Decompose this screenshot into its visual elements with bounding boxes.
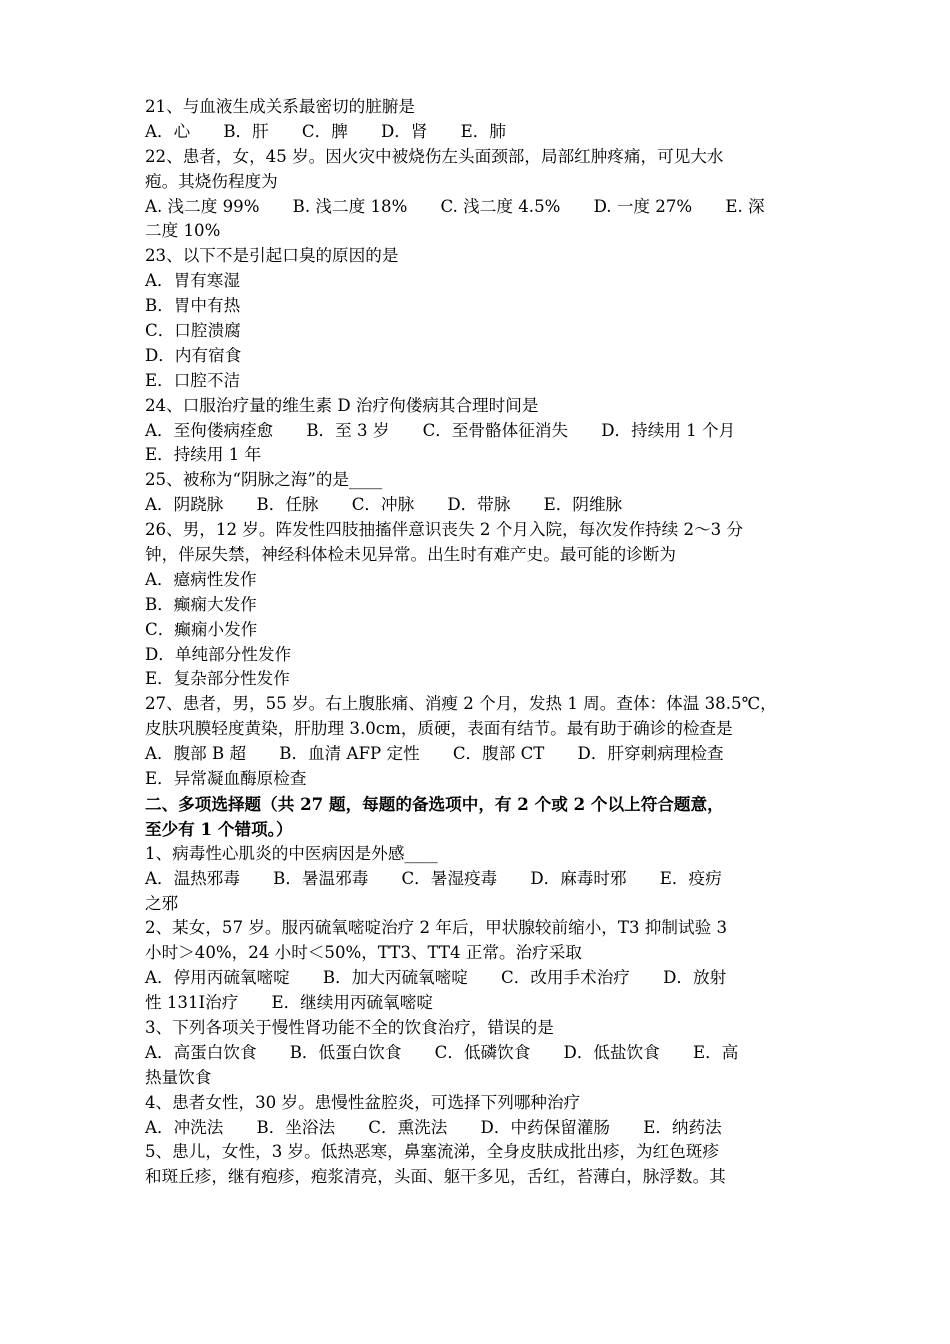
question-26-stem-cont: 钟，伴尿失禁，神经科体检未见异常。出生时有难产史。最可能的诊断为	[145, 545, 676, 565]
question-23-option-b: B．胃中有热	[145, 296, 241, 316]
mq-2-options-cont: 性 131Ⅰ治疗 E．继续用丙硫氧嘧啶	[145, 993, 433, 1013]
question-23-option-e: E．口腔不洁	[145, 370, 241, 390]
question-22-stem: 22、患者，女，45 岁。因火灾中被烧伤左头面颈部，局部红肿疼痛，可见大水	[145, 146, 724, 166]
mq-3-stem: 3、下列各项关于慢性肾功能不全的饮食治疗，错误的是	[145, 1017, 554, 1037]
mq-2-stem: 2、某女，57 岁。服丙硫氧嘧啶治疗 2 年后，甲状腺较前缩小，T3 抑制试验 3	[145, 918, 728, 938]
question-25-stem: 25、被称为“阴脉之海”的是____	[145, 470, 383, 490]
question-24-options: A．至佝偻病痊愈 B．至 3 岁 C．至骨骼体征消失 D．持续用 1 个月	[145, 420, 736, 440]
mq-5-stem: 5、患儿，女性，3 岁。低热恶寒，鼻塞流涕，全身皮肤成批出疹，为红色斑疹	[145, 1142, 719, 1162]
question-23-stem: 23、以下不是引起口臭的原因的是	[145, 246, 399, 266]
question-26-option-d: D．单纯部分性发作	[145, 644, 292, 664]
mq-4-options: A．冲洗法 B．坐浴法 C．熏洗法 D．中药保留灌肠 E．纳药法	[145, 1117, 722, 1137]
question-25-options: A．阴跷脉 B．任脉 C．冲脉 D．带脉 E．阴维脉	[145, 495, 623, 515]
question-22-options: A. 浅二度 99% B. 浅二度 18% C. 浅二度 4.5% D. 一度 27% E. 深	[145, 196, 765, 216]
question-27-options: A．腹部 B 超 B．血清 AFP 定性 C．腹部 CT D．肝穿刺病理检查	[145, 744, 724, 764]
question-22-stem-cont: 疱。其烧伤程度为	[145, 171, 278, 191]
question-21-options: A．心 B．肝 C．脾 D．肾 E．肺	[145, 121, 506, 141]
question-21-stem: 21、与血液生成关系最密切的脏腑是	[145, 97, 416, 116]
section-heading-cont: 至少有 1 个错项。）	[145, 818, 293, 839]
question-24-options-cont: E．持续用 1 年	[145, 445, 262, 465]
question-26-option-c: C．癫痫小发作	[145, 619, 258, 639]
document-page	[145, 95, 813, 1190]
question-27-stem: 27、患者，男，55 岁。右上腹胀痛、消瘦 2 个月，发热 1 周。查体：体温 38.5℃，	[145, 694, 777, 714]
mq-3-options-cont: 热量饮食	[145, 1067, 212, 1087]
question-26-stem: 26、男，12 岁。阵发性四肢抽搐伴意识丧失 2 个月入院，每次发作持续 2～3 分	[145, 520, 744, 540]
mq-2-stem-cont: 小时＞40%，24 小时＜50%，TT3、TT4 正常。治疗采取	[145, 943, 582, 963]
question-22-options-cont: 二度 10%	[145, 221, 221, 241]
question-24-stem: 24、口服治疗量的维生素 D 治疗佝偻病其合理时间是	[145, 395, 539, 415]
section-heading: 二、多项选择题（共 27 题，每题的备选项中，有 2 个或 2 个以上符合题意，	[145, 793, 724, 814]
mq-4-stem: 4、患者女性，30 岁。患慢性盆腔炎，可选择下列哪种治疗	[145, 1092, 581, 1112]
question-26-option-e: E．复杂部分性发作	[145, 669, 290, 689]
question-23-option-a: A．胃有寒湿	[145, 271, 240, 291]
question-27-stem-cont: 皮肤巩膜轻度黄染，肝肋理 3.0cm，质硬，表面有结节。最有助于确诊的检查是	[145, 719, 733, 739]
mq-1-stem: 1、病毒性心肌炎的中医病因是外感____	[145, 843, 438, 863]
question-23-option-c: C．口腔溃腐	[145, 321, 241, 341]
question-27-options-cont: E．异常凝血酶原检查	[145, 769, 307, 789]
mq-2-options: A．停用丙硫氧嘧啶 B．加大丙硫氧嘧啶 C．改用手术治疗 D．放射	[145, 968, 727, 988]
question-23-option-d: D．内有宿食	[145, 345, 242, 365]
mq-1-options-cont: 之邪	[145, 893, 179, 913]
mq-3-options: A．高蛋白饮食 B．低蛋白饮食 C．低磷饮食 D．低盐饮食 E．高	[145, 1042, 739, 1062]
mq-5-stem-cont: 和斑丘疹，继有疱疹，疱浆清亮，头面、躯干多见，舌红，苔薄白，脉浮数。其	[145, 1167, 726, 1187]
question-26-option-a: A．癔病性发作	[145, 569, 257, 589]
mq-1-options: A．温热邪毒 B．暑温邪毒 C．暑湿疫毒 D．麻毒时邪 E．疫疠	[145, 868, 722, 888]
question-26-option-b: B．癫痫大发作	[145, 594, 257, 614]
